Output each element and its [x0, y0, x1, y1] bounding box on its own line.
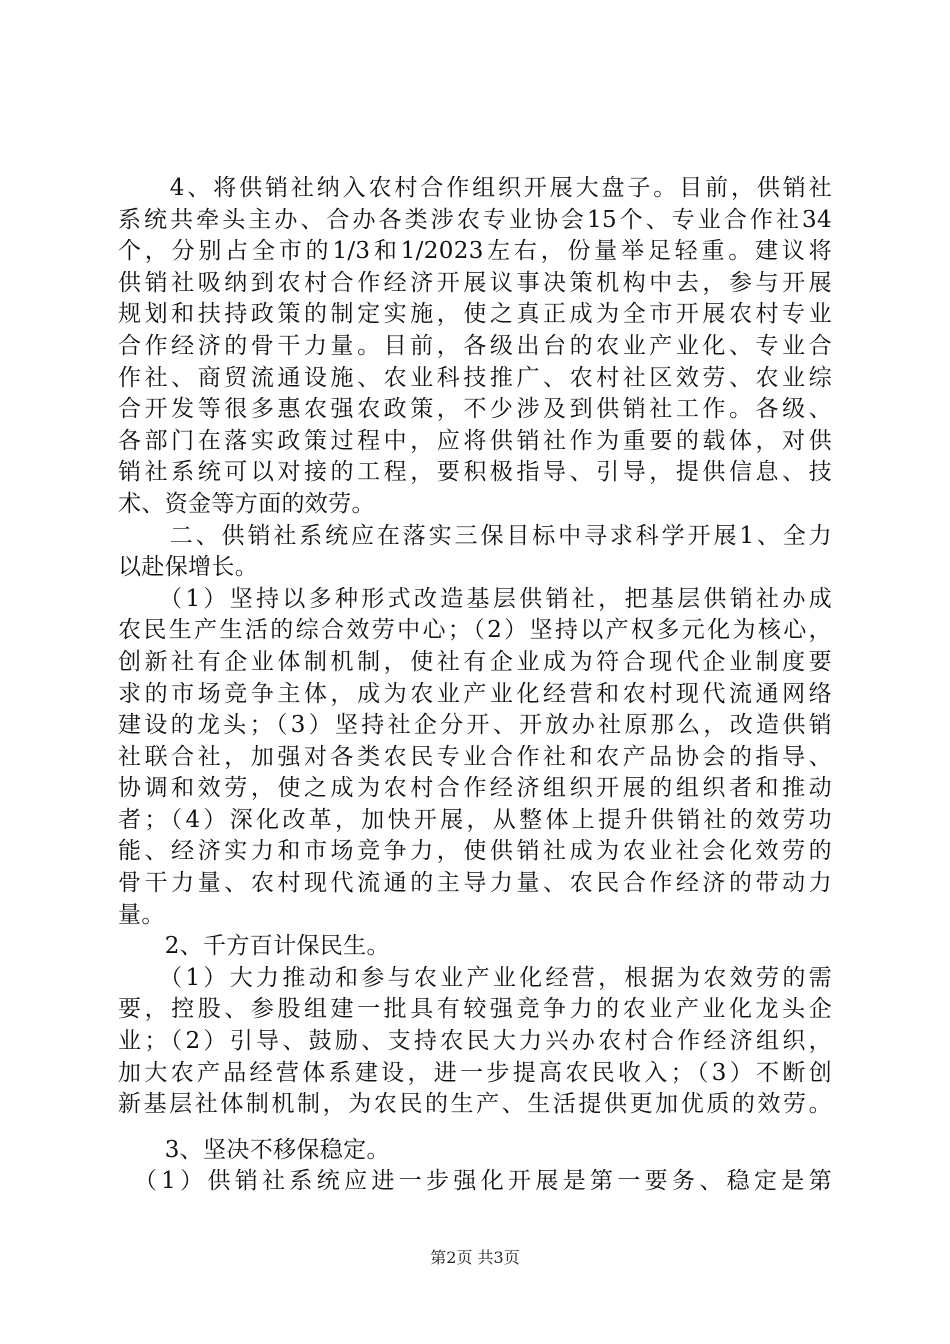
page-number-footer: 第2页 共3页	[430, 1248, 520, 1267]
text-line: 社联合社，加强对各类农民专业合作社和农产品协会的指导、	[118, 743, 832, 770]
body-text	[118, 173, 832, 1198]
text-line: 合作经济的骨干力量。目前，各级出台的农业产业化、专业合	[118, 332, 832, 359]
text-line: 规划和扶持政策的制定实施，使之真正成为全市开展农村专业	[118, 301, 832, 328]
text-line: 作社、商贸流通设施、农业科技推广、农村社区效劳、农业综	[118, 364, 832, 391]
text-line: 建设的龙头；（3）坚持社企分开、开放办社原那么，改造供销	[118, 712, 832, 739]
text-line: 各部门在落实政策过程中，应将供销社作为重要的载体，对供	[118, 427, 832, 454]
text-line: 能、经济实力和市场竞争力，使供销社成为农业社会化效劳的	[118, 838, 832, 865]
text-line: 创新社有企业体制机制，使社有企业成为符合现代企业制度要	[118, 648, 832, 675]
text-line: 术、资金等方面的效劳。	[118, 490, 375, 517]
text-line: 农民生产生活的综合效劳中心；（2）坚持以产权多元化为核心，	[118, 617, 832, 644]
text-line: 加大农产品经营体系建设，进一步提高农民收入；（3）不断创	[118, 1059, 832, 1086]
text-line: 新基层社体制机制，为农民的生产、生活提供更加优质的效劳。	[118, 1091, 832, 1118]
text-line: 供销社吸纳到农村合作经济开展议事决策机构中去，参与开展	[118, 269, 832, 296]
text-line: （1）大力推动和参与农业产业化经营，根据为农效劳的需	[118, 964, 832, 991]
text-line: 个，分别占全市的1/3和1/2023左右，份量举足轻重。建议将	[118, 238, 832, 265]
text-line: 2、千方百计保民生。	[118, 933, 390, 960]
text-line: 3、坚决不移保稳定。	[118, 1136, 390, 1163]
text-line: 要，控股、参股组建一批具有较强竞争力的农业产业化龙头企	[118, 996, 832, 1023]
text-line: 业；（2）引导、鼓励、支持农民大力兴办农村合作经济组织，	[118, 1028, 832, 1055]
text-line: 量。	[118, 901, 165, 928]
text-line: （1）坚持以多种形式改造基层供销社，把基层供销社办成	[118, 585, 832, 612]
text-line: 合开发等很多惠农强农政策，不少涉及到供销社工作。各级、	[118, 396, 832, 423]
text-line: 二、供销社系统应在落实三保目标中寻求科学开展1、全力	[118, 522, 832, 549]
text-line: 者；（4）深化改革，加快开展，从整体上提升供销社的效劳功	[118, 806, 832, 833]
text-line: 协调和效劳，使之成为农村合作经济组织开展的组织者和推动	[118, 775, 832, 802]
text-line: 4、将供销社纳入农村合作组织开展大盘子。目前，供销社	[118, 175, 832, 201]
text-line: 以赴保增长。	[118, 554, 259, 581]
text-line: （1）供销社系统应进一步强化开展是第一要务、稳定是第	[118, 1168, 832, 1195]
text-line: 求的市场竞争主体，成为农业产业化经营和农村现代流通网络	[118, 680, 832, 707]
text-line: 骨干力量、农村现代流通的主导力量、农民合作经济的带动力	[118, 870, 832, 897]
text-line: 销社系统可以对接的工程，要积极指导、引导，提供信息、技	[118, 459, 832, 486]
paragraph-gap	[118, 1121, 832, 1135]
text-line: 系统共牵头主办、合办各类涉农专业协会15个、专业合作社34	[118, 206, 832, 233]
